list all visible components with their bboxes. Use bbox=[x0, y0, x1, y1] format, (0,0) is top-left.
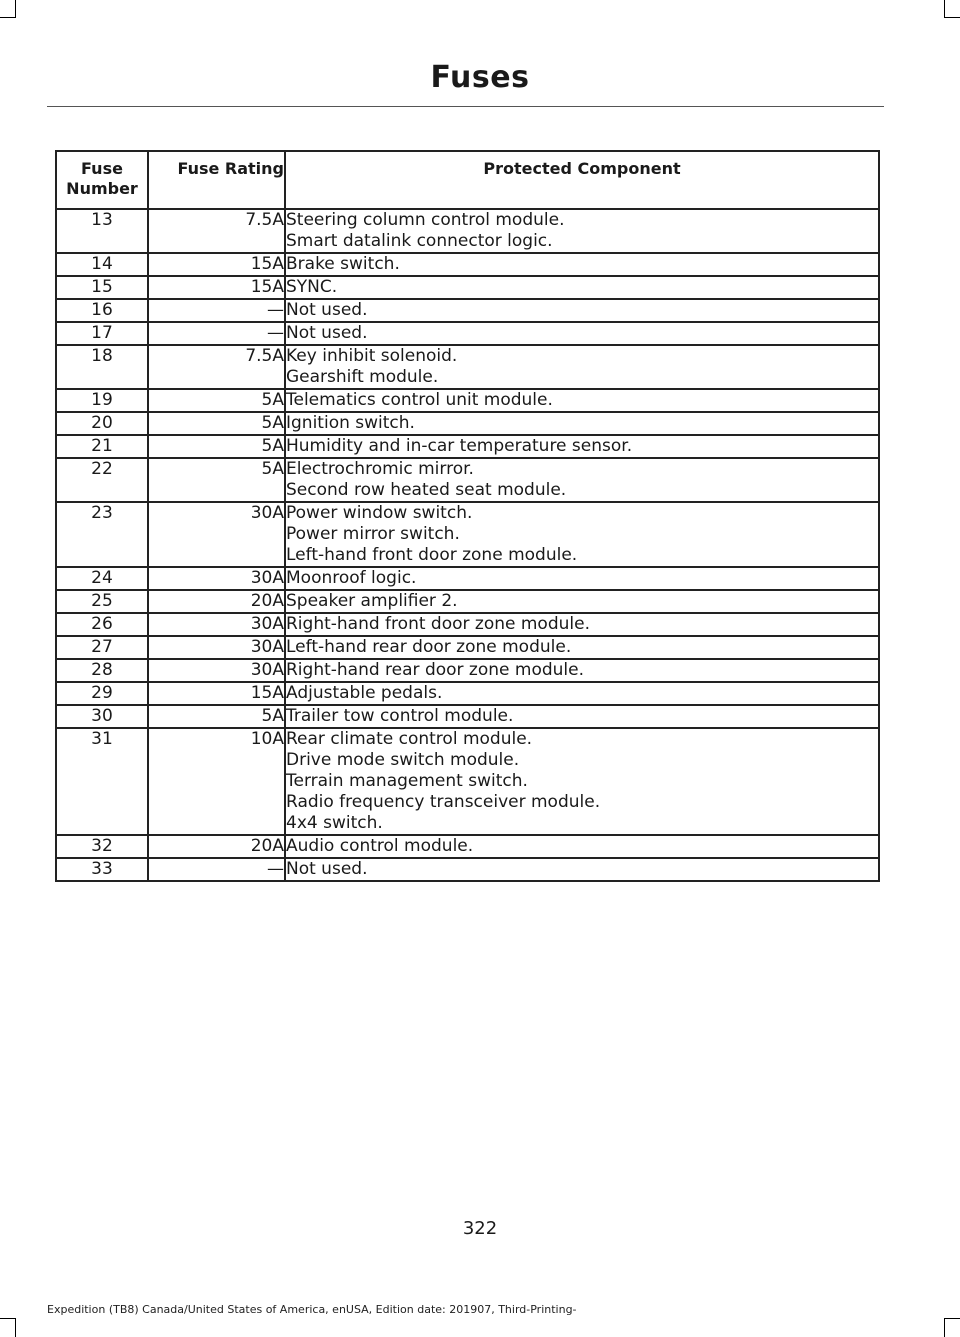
fuse-rating-cell: 5A bbox=[148, 412, 285, 435]
table-row bbox=[56, 705, 879, 728]
component-line: Drive mode switch module. bbox=[286, 750, 520, 770]
protected-component-cell bbox=[285, 345, 879, 389]
crop-mark-bottom-right-vertical bbox=[944, 1318, 945, 1337]
component-line: Smart datalink connector logic. bbox=[286, 231, 553, 251]
fuse-rating-cell: 5A bbox=[148, 705, 285, 728]
table-row bbox=[56, 502, 879, 567]
component-line: Power mirror switch. bbox=[286, 524, 460, 544]
crop-mark-top-left-horizontal bbox=[0, 17, 16, 18]
fuse-rating-cell: 30A bbox=[148, 659, 285, 682]
fuse-rating-cell: 7.5A bbox=[148, 345, 285, 389]
fuse-rating-cell: 30A bbox=[148, 636, 285, 659]
protected-component-cell bbox=[285, 276, 879, 299]
component-line: Left-hand rear door zone module. bbox=[286, 637, 572, 657]
fuse-number-cell: 14 bbox=[56, 253, 148, 276]
table-row bbox=[56, 728, 879, 835]
fuse-number-cell: 13 bbox=[56, 209, 148, 253]
fuse-rating-cell: 20A bbox=[148, 590, 285, 613]
fuse-table-body bbox=[56, 209, 879, 881]
protected-component-cell bbox=[285, 389, 879, 412]
protected-component-cell bbox=[285, 299, 879, 322]
table-row bbox=[56, 567, 879, 590]
fuse-number-cell: 15 bbox=[56, 276, 148, 299]
protected-component-cell bbox=[285, 502, 879, 567]
fuse-number-cell: 20 bbox=[56, 412, 148, 435]
table-row bbox=[56, 322, 879, 345]
protected-component-cell bbox=[285, 435, 879, 458]
table-row bbox=[56, 858, 879, 881]
fuse-number-cell: 21 bbox=[56, 435, 148, 458]
component-line: Ignition switch. bbox=[286, 413, 415, 433]
component-line: Not used. bbox=[286, 859, 368, 879]
fuse-rating-cell: 20A bbox=[148, 835, 285, 858]
fuse-number-cell: 19 bbox=[56, 389, 148, 412]
component-line: Power window switch. bbox=[286, 503, 473, 523]
component-line: Left-hand front door zone module. bbox=[286, 545, 578, 565]
header-protected-component-label: Protected Component bbox=[483, 159, 681, 178]
component-line: Adjustable pedals. bbox=[286, 683, 443, 703]
table-row bbox=[56, 345, 879, 389]
fuse-rating-cell: 30A bbox=[148, 567, 285, 590]
protected-component-cell bbox=[285, 835, 879, 858]
component-line: Right-hand front door zone module. bbox=[286, 614, 590, 634]
table-row bbox=[56, 209, 879, 253]
crop-mark-top-right-vertical bbox=[944, 0, 945, 18]
component-line: SYNC. bbox=[286, 277, 338, 297]
protected-component-cell bbox=[285, 209, 879, 253]
protected-component-cell bbox=[285, 613, 879, 636]
fuse-number-cell: 24 bbox=[56, 567, 148, 590]
component-line: Not used. bbox=[286, 323, 368, 343]
fuse-rating-cell: 15A bbox=[148, 276, 285, 299]
component-line: Steering column control module. bbox=[286, 210, 565, 230]
component-line: Humidity and in-car temperature sensor. bbox=[286, 436, 633, 456]
protected-component-cell bbox=[285, 858, 879, 881]
component-line: Gearshift module. bbox=[286, 367, 439, 387]
fuse-number-cell: 18 bbox=[56, 345, 148, 389]
table-row bbox=[56, 682, 879, 705]
table-row bbox=[56, 389, 879, 412]
protected-component-cell bbox=[285, 659, 879, 682]
fuse-number-cell: 30 bbox=[56, 705, 148, 728]
component-line: Not used. bbox=[286, 300, 368, 320]
table-row bbox=[56, 253, 879, 276]
component-line: Audio control module. bbox=[286, 836, 474, 856]
component-line: 4x4 switch. bbox=[286, 813, 383, 833]
fuse-number-cell: 27 bbox=[56, 636, 148, 659]
fuse-rating-cell: 15A bbox=[148, 682, 285, 705]
page-title: Fuses bbox=[430, 60, 530, 95]
fuse-rating-cell: — bbox=[148, 322, 285, 345]
fuse-rating-cell: 7.5A bbox=[148, 209, 285, 253]
component-line: Key inhibit solenoid. bbox=[286, 346, 458, 366]
table-row bbox=[56, 299, 879, 322]
table-header-row bbox=[56, 151, 879, 209]
fuse-number-cell: 28 bbox=[56, 659, 148, 682]
fuse-rating-cell: 5A bbox=[148, 389, 285, 412]
component-line: Electrochromic mirror. bbox=[286, 459, 474, 479]
table-row bbox=[56, 835, 879, 858]
table-row bbox=[56, 458, 879, 502]
table-row bbox=[56, 636, 879, 659]
header-fuse-number-label: Fuse Number bbox=[66, 159, 138, 198]
fuse-rating-cell: 15A bbox=[148, 253, 285, 276]
footer-edition-info: Expedition (TB8) Canada/United States of America, enUSA, Edition date: 201907, Third-Printing- bbox=[47, 1303, 577, 1316]
protected-component-cell bbox=[285, 590, 879, 613]
protected-component-cell bbox=[285, 253, 879, 276]
table-row bbox=[56, 590, 879, 613]
component-line: Moonroof logic. bbox=[286, 568, 417, 588]
component-line: Second row heated seat module. bbox=[286, 480, 567, 500]
fuse-rating-cell: 30A bbox=[148, 502, 285, 567]
fuse-number-cell: 17 bbox=[56, 322, 148, 345]
crop-mark-top-left-vertical bbox=[15, 0, 16, 18]
fuse-number-cell: 29 bbox=[56, 682, 148, 705]
header-fuse-rating bbox=[148, 151, 285, 209]
crop-mark-bottom-right-horizontal bbox=[944, 1318, 960, 1319]
protected-component-cell bbox=[285, 682, 879, 705]
component-line: Rear climate control module. bbox=[286, 729, 533, 749]
table-row bbox=[56, 659, 879, 682]
protected-component-cell bbox=[285, 322, 879, 345]
protected-component-cell bbox=[285, 728, 879, 835]
crop-mark-bottom-left-vertical bbox=[15, 1318, 16, 1337]
protected-component-cell bbox=[285, 567, 879, 590]
table-row bbox=[56, 435, 879, 458]
protected-component-cell bbox=[285, 412, 879, 435]
table-row bbox=[56, 276, 879, 299]
table-row bbox=[56, 412, 879, 435]
component-line: Terrain management switch. bbox=[286, 771, 528, 791]
fuse-number-cell: 23 bbox=[56, 502, 148, 567]
header-divider bbox=[47, 106, 884, 107]
fuse-rating-cell: 5A bbox=[148, 458, 285, 502]
fuse-number-cell: 22 bbox=[56, 458, 148, 502]
fuse-rating-cell: — bbox=[148, 858, 285, 881]
fuse-number-cell: 33 bbox=[56, 858, 148, 881]
fuse-rating-cell: 30A bbox=[148, 613, 285, 636]
fuse-rating-cell: 10A bbox=[148, 728, 285, 835]
component-line: Speaker amplifier 2. bbox=[286, 591, 458, 611]
fuse-number-cell: 32 bbox=[56, 835, 148, 858]
component-line: Telematics control unit module. bbox=[286, 390, 553, 410]
fuse-rating-cell: 5A bbox=[148, 435, 285, 458]
component-line: Right-hand rear door zone module. bbox=[286, 660, 585, 680]
protected-component-cell bbox=[285, 705, 879, 728]
protected-component-cell bbox=[285, 636, 879, 659]
component-line: Trailer tow control module. bbox=[286, 706, 514, 726]
fuse-number-cell: 26 bbox=[56, 613, 148, 636]
component-line: Radio frequency transceiver module. bbox=[286, 792, 601, 812]
header-protected-component bbox=[285, 151, 879, 209]
header-fuse-rating-label: Fuse Rating bbox=[177, 159, 284, 178]
table-row bbox=[56, 613, 879, 636]
page-number: 322 bbox=[462, 1218, 498, 1239]
fuse-number-cell: 31 bbox=[56, 728, 148, 835]
crop-mark-bottom-left-horizontal bbox=[0, 1318, 16, 1319]
header-fuse-number bbox=[56, 151, 148, 209]
crop-mark-top-right-horizontal bbox=[944, 17, 960, 18]
component-line: Brake switch. bbox=[286, 254, 400, 274]
fuse-rating-cell: — bbox=[148, 299, 285, 322]
fuse-number-cell: 25 bbox=[56, 590, 148, 613]
protected-component-cell bbox=[285, 458, 879, 502]
fuse-table bbox=[55, 150, 880, 882]
fuse-number-cell: 16 bbox=[56, 299, 148, 322]
